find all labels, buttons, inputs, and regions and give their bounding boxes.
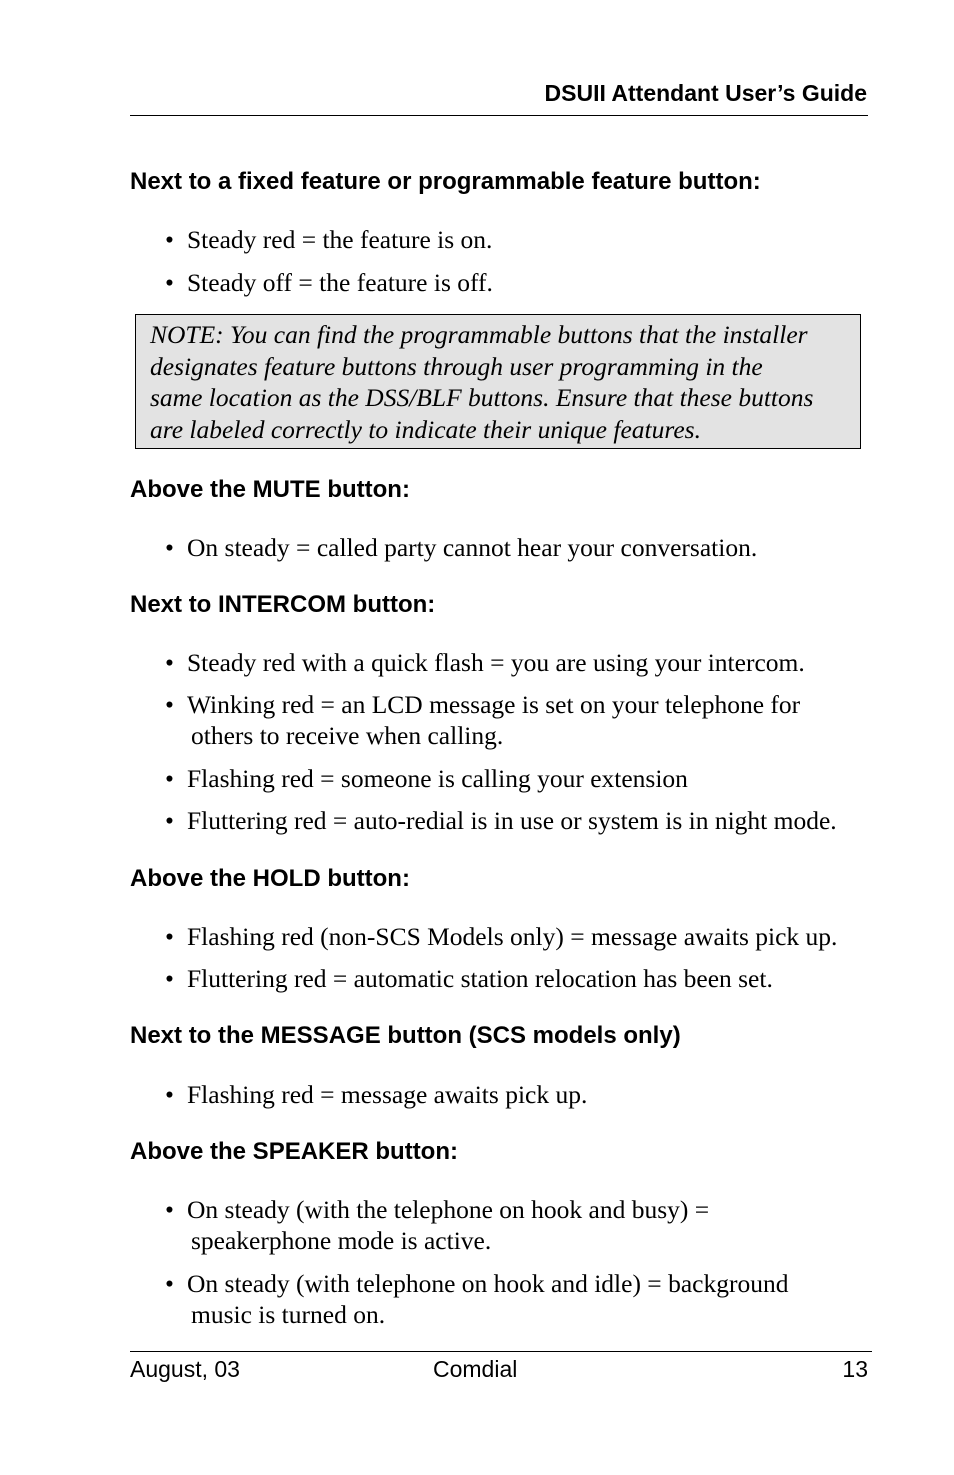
footer-divider bbox=[130, 1351, 872, 1352]
list-item-text-continued: music is turned on. bbox=[191, 1300, 386, 1329]
section-heading-mute: Above the MUTE button: bbox=[130, 476, 410, 503]
list-item-text: Fluttering red = automatic station relocation has been set. bbox=[187, 964, 773, 993]
list-item bbox=[165, 689, 800, 751]
page-number: 13 bbox=[842, 1356, 868, 1382]
list-item bbox=[165, 267, 493, 298]
bullet-icon: • bbox=[165, 1269, 174, 1298]
section-heading-speaker: Above the SPEAKER button: bbox=[130, 1138, 458, 1165]
list-item bbox=[165, 224, 492, 255]
list-item-text: Flashing red = someone is calling your extension bbox=[187, 764, 688, 793]
list-item-text: On steady (with the telephone on hook and busy) = bbox=[187, 1195, 710, 1224]
list-item bbox=[165, 963, 773, 994]
header-divider bbox=[130, 115, 868, 116]
note-box bbox=[135, 314, 861, 449]
section-heading-fixed-feature: Next to a fixed feature or programmable feature button: bbox=[130, 168, 761, 195]
note-line: designates feature buttons through user programming in the bbox=[150, 351, 763, 381]
footer-date: August, 03 bbox=[130, 1356, 240, 1382]
bullet-icon: • bbox=[165, 690, 174, 719]
list-item-text-continued: others to receive when calling. bbox=[191, 721, 504, 750]
bullet-icon: • bbox=[165, 1195, 174, 1224]
list-item-text-continued: speakerphone mode is active. bbox=[191, 1226, 492, 1255]
bullet-icon: • bbox=[165, 922, 174, 951]
running-header: DSUII Attendant User’s Guide bbox=[544, 80, 867, 106]
list-item-text: On steady = called party cannot hear your conversation. bbox=[187, 533, 758, 562]
list-item bbox=[165, 532, 757, 563]
list-item-text: Steady red = the feature is on. bbox=[187, 225, 493, 254]
list-item bbox=[165, 805, 837, 836]
note-line: same location as the DSS/BLF buttons. Ensure that these buttons bbox=[150, 383, 814, 412]
bullet-icon: • bbox=[165, 806, 174, 835]
list-item bbox=[165, 1268, 788, 1330]
list-item-text: Steady off = the feature is off. bbox=[187, 268, 493, 297]
list-item-text: Steady red with a quick flash = you are using your intercom. bbox=[187, 648, 805, 677]
footer-company: Comdial bbox=[433, 1356, 518, 1382]
list-item-text: Winking red = an LCD message is set on your telephone for bbox=[187, 690, 801, 719]
bullet-icon: • bbox=[165, 533, 174, 562]
list-item bbox=[165, 647, 805, 678]
note-line: NOTE: You can find the programmable buttons that the installer bbox=[150, 320, 808, 349]
section-heading-intercom: Next to INTERCOM button: bbox=[130, 591, 436, 618]
section-heading-message: Next to the MESSAGE button (SCS models only) bbox=[130, 1022, 681, 1049]
bullet-icon: • bbox=[165, 964, 174, 993]
list-item-text: Flashing red (non-SCS Models only) = message awaits pick up. bbox=[187, 922, 838, 951]
bullet-icon: • bbox=[165, 764, 174, 793]
list-item-text: On steady (with telephone on hook and idle) = background bbox=[187, 1269, 789, 1298]
list-item-text: Fluttering red = auto-redial is in use or system is in night mode. bbox=[187, 806, 837, 835]
bullet-icon: • bbox=[165, 648, 174, 677]
bullet-icon: • bbox=[165, 225, 174, 254]
list-item bbox=[165, 1194, 709, 1256]
bullet-icon: • bbox=[165, 268, 174, 297]
section-heading-hold: Above the HOLD button: bbox=[130, 865, 410, 892]
list-item bbox=[165, 1079, 587, 1110]
list-item bbox=[165, 921, 837, 952]
bullet-icon: • bbox=[165, 1080, 174, 1109]
list-item-text: Flashing red = message awaits pick up. bbox=[187, 1080, 588, 1109]
list-item bbox=[165, 763, 688, 794]
note-line: are labeled correctly to indicate their unique features. bbox=[150, 414, 701, 444]
